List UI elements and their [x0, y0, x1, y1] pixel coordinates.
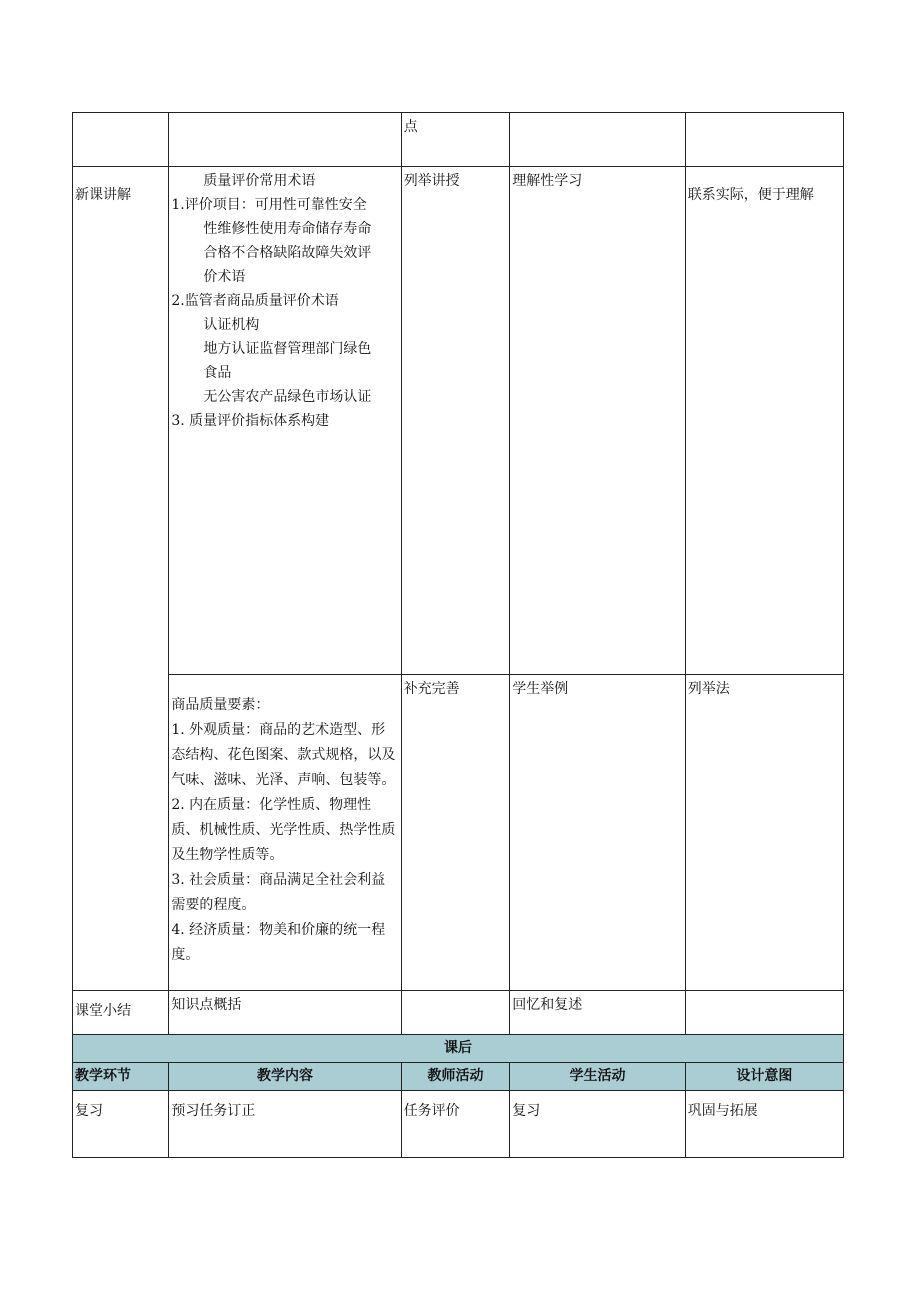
cell-intent — [685, 113, 843, 167]
content-line: 质量评价常用术语 — [203, 173, 316, 189]
header-teacher: 教师活动 — [401, 1063, 510, 1091]
cell-stage-new-lesson: 新课讲解 — [73, 167, 169, 991]
header-intent: 设计意图 — [685, 1063, 843, 1091]
table-row-quality-elements — [73, 675, 844, 991]
cell-intent-new-lesson: 联系实际，便于理解 — [685, 167, 843, 675]
table-row-continuation — [73, 113, 844, 167]
cell-intent-review: 巩固与拓展 — [685, 1091, 843, 1158]
cell-teacher-summary — [401, 991, 510, 1035]
cell-content-summary: 知识点概括 — [169, 991, 401, 1035]
content-line: 1.评价项目：可用性可靠性安全 — [171, 197, 367, 213]
cell-stage-review: 复习 — [73, 1091, 169, 1158]
cell-content-quality — [169, 675, 401, 991]
quality-paragraph: 1. 外观质量：商品的艺术造型、形态结构、花色图案、款式规格，以及气味、滋味、光泽、声响、包装等。 — [171, 722, 396, 788]
cell-teacher-quality: 补充完善 — [401, 675, 510, 991]
cell-stage — [73, 113, 169, 167]
content-line: 3. 质量评价指标体系构建 — [171, 413, 330, 429]
quality-paragraph: 3. 社会质量：商品满足全社会利益需要的程度。 — [171, 872, 386, 913]
cell-teacher: 点 — [401, 113, 510, 167]
cell-stage-summary: 课堂小结 — [73, 991, 169, 1035]
content-line: 2.监管者商品质量评价术语 — [171, 293, 339, 309]
cell-teacher-new-lesson: 列举讲授 — [401, 167, 510, 675]
cell-intent-quality: 列举法 — [685, 675, 843, 991]
content-line: 认证机构 — [203, 317, 260, 333]
cell-student-quality: 学生举例 — [510, 675, 686, 991]
cell-content-review: 预习任务订正 — [169, 1091, 401, 1158]
cell-student-summary: 回忆和复述 — [510, 991, 686, 1035]
table-row-summary — [73, 991, 844, 1035]
header-content: 教学内容 — [169, 1063, 401, 1091]
quality-paragraph: 4. 经济质量：物美和价廉的统一程度。 — [171, 922, 386, 963]
section-band-after-class — [73, 1035, 844, 1063]
cell-teacher-review: 任务评价 — [401, 1091, 510, 1158]
header-stage: 教学环节 — [73, 1063, 169, 1091]
content-line: 合格不合格缺陷故障失效评 — [203, 245, 372, 261]
table-row-new-lesson — [73, 167, 844, 675]
lesson-plan-table — [72, 112, 844, 1158]
quality-paragraph: 商品质量要素： — [171, 697, 270, 713]
cell-intent-summary — [685, 991, 843, 1035]
table-row-review — [73, 1091, 844, 1158]
cell-content-terms — [169, 167, 401, 675]
content-line: 价术语 — [203, 269, 246, 285]
cell-student-new-lesson: 理解性学习 — [510, 167, 686, 675]
content-line: 无公害农产品绿色市场认证 — [203, 389, 372, 405]
content-line: 地方认证监督管理部门绿色 — [203, 341, 372, 357]
cell-student — [510, 113, 686, 167]
content-line: 性维修性使用寿命储存寿命 — [203, 221, 372, 237]
content-line: 食品 — [203, 365, 232, 381]
header-student: 学生活动 — [510, 1063, 686, 1091]
section-title: 课后 — [73, 1035, 844, 1063]
quality-paragraph: 2. 内在质量：化学性质、物理性质、机械性质、光学性质、热学性质及生物学性质等。 — [171, 797, 396, 863]
table-header-row — [73, 1063, 844, 1091]
cell-content — [169, 113, 401, 167]
cell-student-review: 复习 — [510, 1091, 686, 1158]
